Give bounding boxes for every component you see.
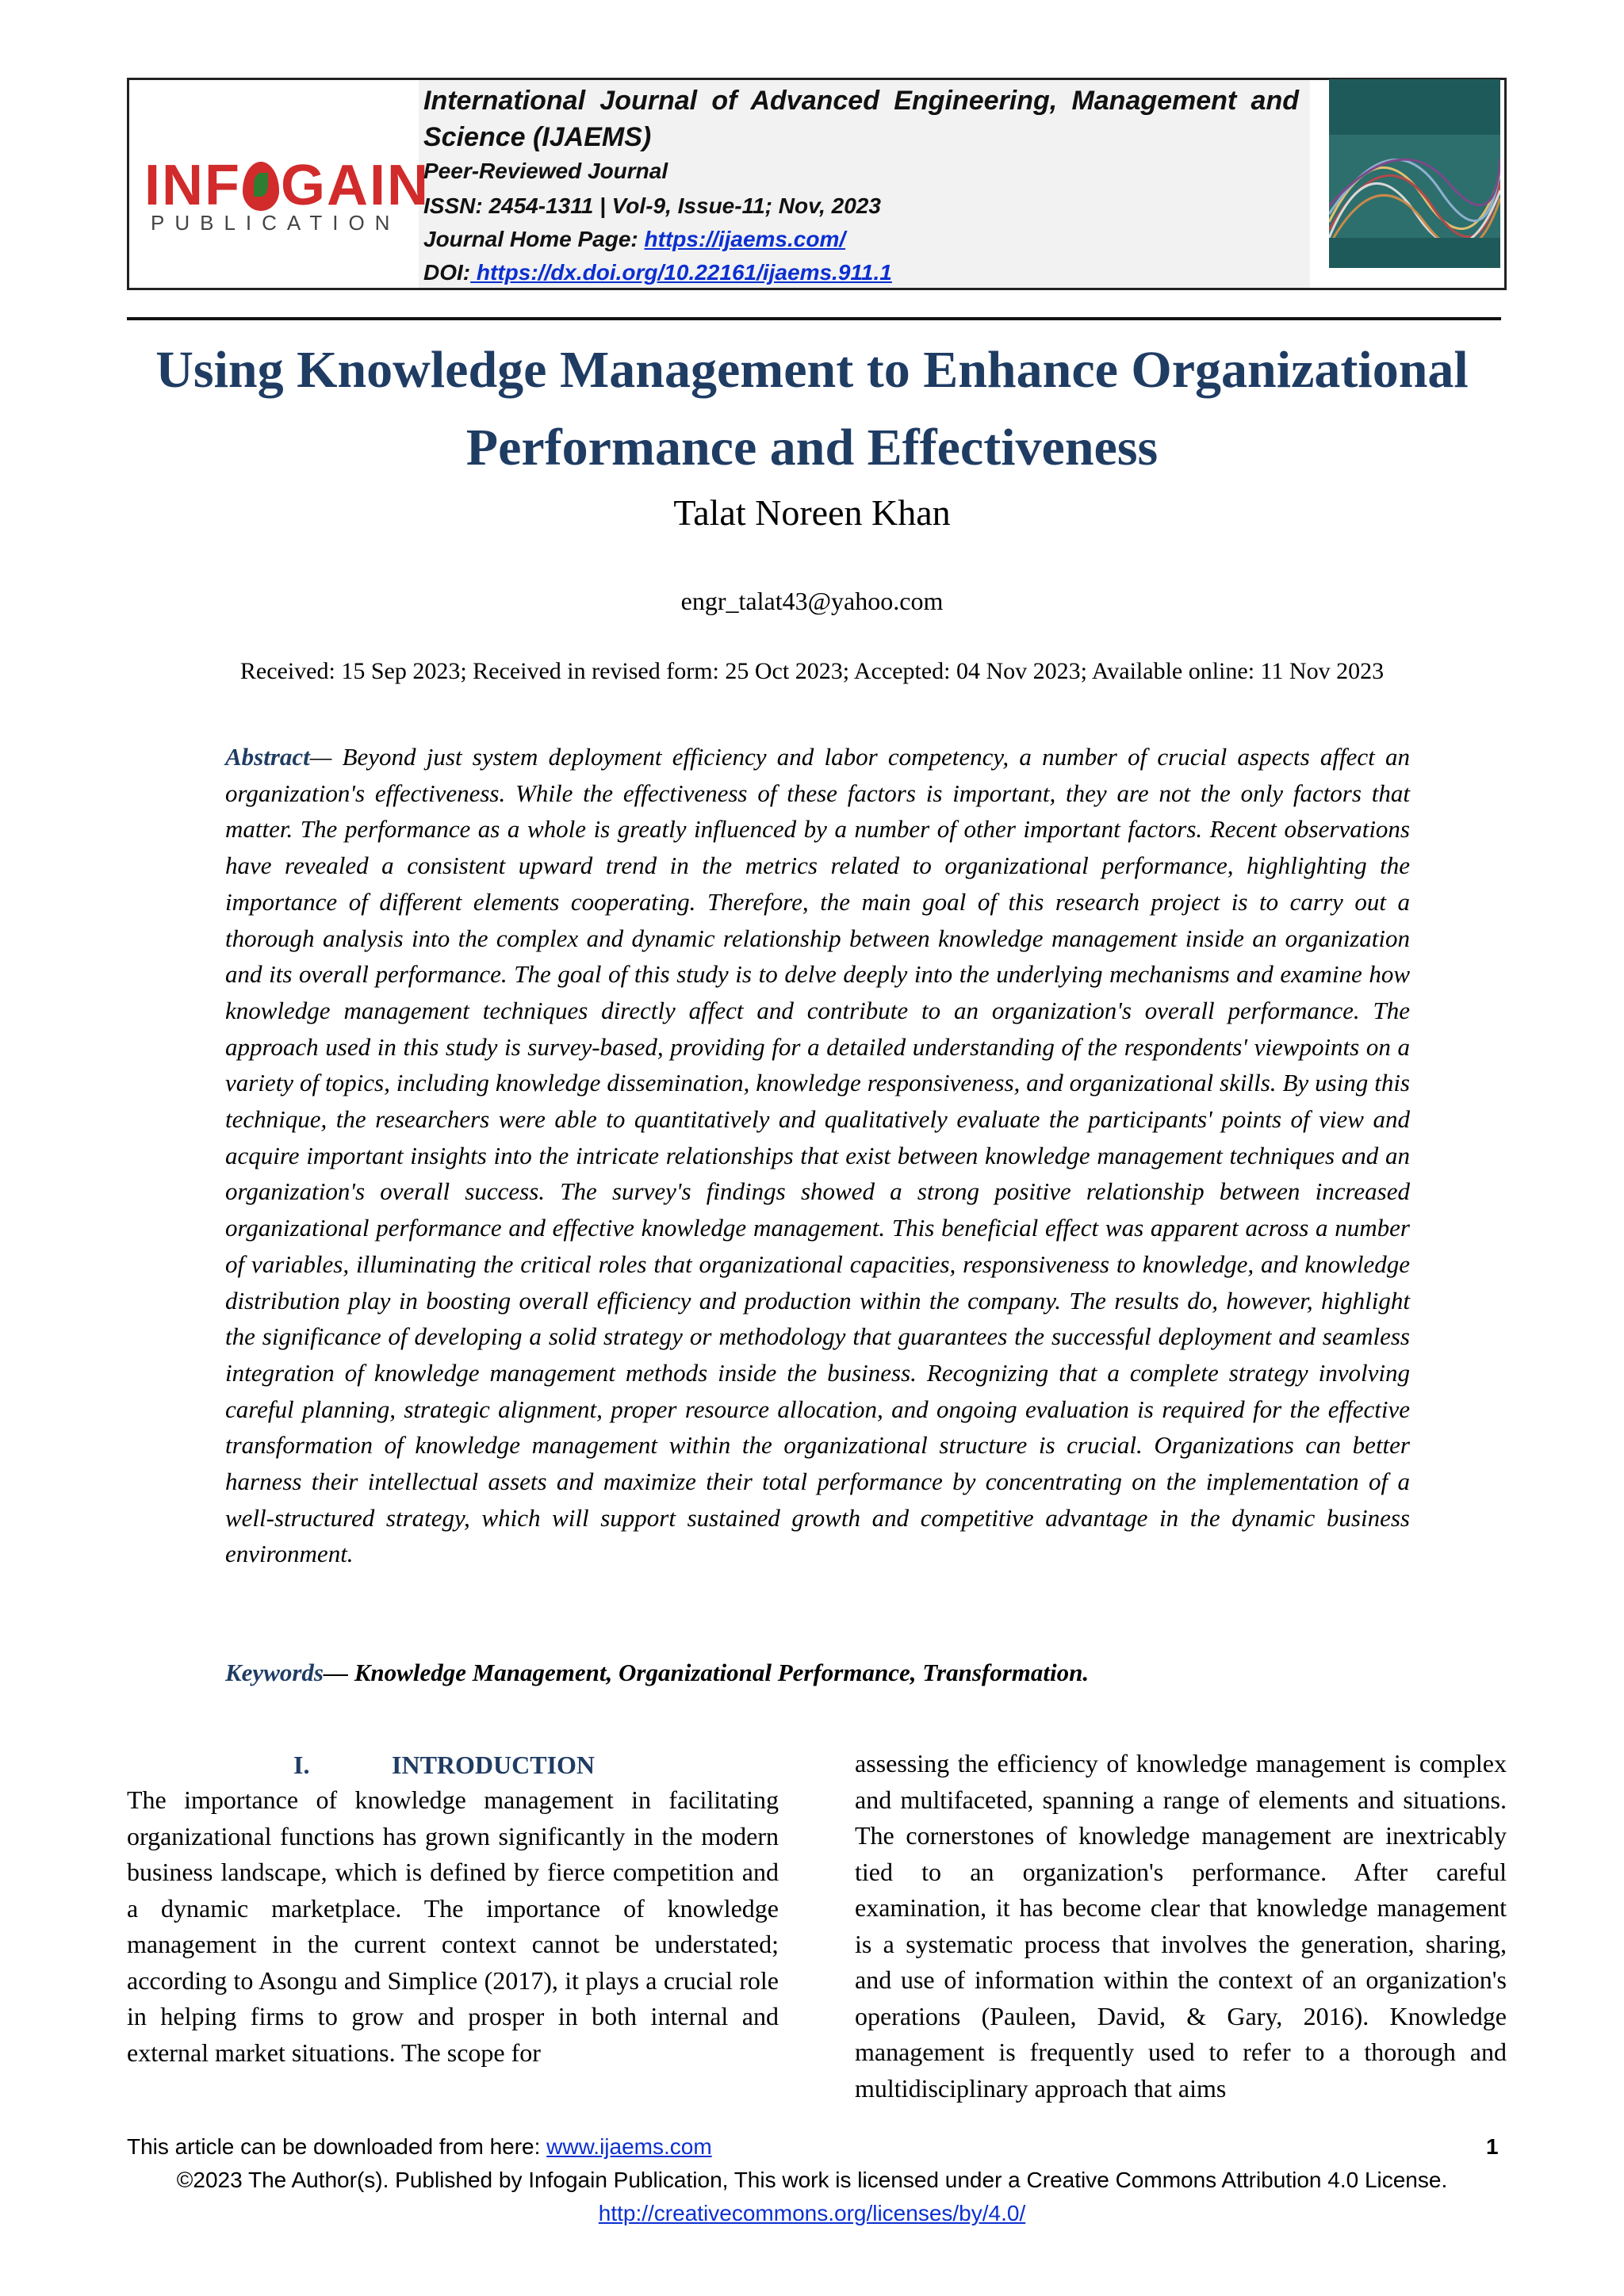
keywords-label: Keywords bbox=[225, 1659, 324, 1686]
intro-left-column: The importance of knowledge management in facilitating organizational functions has grown significantly in the modern business landscape, which is defined by fierce competition and a dynamic marketplace. The importance of knowledge management in the current context cannot be understated; according to Asongu and Simplice (2017), it plays a crucial role in helping firms to grow and prosper in both internal and external market situations. The scope for bbox=[127, 1785, 779, 2067]
abstract bbox=[225, 739, 1410, 1572]
journal-home-link[interactable]: https://ijaems.com/ bbox=[644, 227, 846, 251]
doi-line: DOI: https://dx.doi.org/10.22161/ijaems.911.1 bbox=[423, 260, 892, 285]
article-dates: Received: 15 Sep 2023; Received in revised form: 25 Oct 2023; Accepted: 04 Nov 2023; Available online: 11 Nov 2023 bbox=[239, 658, 1385, 684]
license-link[interactable]: http://creativecommons.org/licenses/by/4.0/ bbox=[598, 2201, 1026, 2225]
logo-drop-icon bbox=[243, 162, 279, 211]
license-line bbox=[0, 2201, 1624, 2226]
author-name: Talat Noreen Khan bbox=[673, 492, 951, 533]
section-heading: I. INTRODUCTION bbox=[293, 1751, 596, 1779]
license-text: ©2023 The Author(s). Published by Infogain Publication, This work is licensed under a Creative Commons Attribution 4.0 License. bbox=[176, 2168, 1448, 2192]
publisher-logo: INF GAIN bbox=[144, 154, 430, 217]
peer-reviewed-label: Peer-Reviewed Journal bbox=[423, 159, 668, 183]
issn-info: ISSN: 2454-1311 | Vol-9, Issue-11; Nov, 2023 bbox=[423, 193, 881, 218]
journal-cover-image bbox=[1329, 79, 1500, 268]
article-title: Using Knowledge Management to Enhance Organizational Performance and Effectiveness bbox=[155, 341, 1469, 476]
journal-title-line1: International Journal of Advanced Engineering, Management and bbox=[423, 86, 1299, 116]
page-number: 1 bbox=[1486, 2134, 1499, 2159]
abstract-label: Abstract bbox=[225, 743, 310, 771]
journal-home-line: Journal Home Page: https://ijaems.com/ bbox=[423, 227, 846, 251]
abstract-text: — Beyond just system deployment efficiency and labor competency, a number of crucial aspects affect an organization's effectiveness. While the effectiveness of these factors is important, they are not the only factors that matter. The performance as a whole is greatly influenced by a number of other important factors. Recent observations have revealed a consistent upward trend in the metrics related to organizational performance, highlighting the importance of different elements cooperating. Therefore, the main goal of this research project is to carry out a thorough analysis into the complex and dynamic relationship between knowledge management inside an organization and its overall performance. The goal of this study is to delve deeply into the underlying mechanisms and examine how knowledge management techniques directly affect and contribute to an organization's overall performance. The approach used in this study is survey-based, providing for a detailed understanding of the respondents' viewpoints on a variety of topics, including knowledge dissemination, knowledge responsiveness, and organizational skills. By using this technique, the researchers were able to quantitatively and qualitatively evaluate the participants' points of view and acquire important insights into the intricate relationships that exist between knowledge management techniques and an organization's overall success. The survey's findings showed a strong positive relationship between increased organizational performance and effective knowledge management. This beneficial effect was apparent across a number of variables, illuminating the critical roles that organizational capacities, responsiveness to knowledge, and knowledge distribution play in boosting overall efficiency and production within the company. The results do, however, highlight the significance of developing a solid strategy or methodology that guarantees the successful deployment and seamless integration of knowledge management methods inside the business. Recognizing that a complete strategy involving careful planning, strategic alignment, proper resource allocation, and ongoing evaluation is required for the effective transformation of knowledge management within the organizational structure is crucial. Organizations can better harness their intellectual assets and maximize their total performance by concentrating on the implementation of a well-structured strategy, which will support sustained growth and competitive advantage in the dynamic business environment. bbox=[225, 743, 1410, 1568]
keywords bbox=[225, 1659, 1410, 1687]
download-link[interactable]: www.ijaems.com bbox=[546, 2134, 712, 2159]
doi-link[interactable]: https://dx.doi.org/10.22161/ijaems.911.1 bbox=[470, 260, 892, 285]
header-divider bbox=[127, 317, 1501, 320]
download-line: This article can be downloaded from here: www.ijaems.com bbox=[127, 2134, 712, 2159]
keywords-text: — Knowledge Management, Organizational Performance, Transformation. bbox=[324, 1659, 1090, 1686]
publisher-logo-subtitle: PUBLICATION bbox=[151, 211, 400, 235]
journal-title-line2: Science (IJAEMS) bbox=[423, 122, 652, 152]
intro-right-column: assessing the efficiency of knowledge management is complex and multifaceted, spanning a range of elements and situations. The cornerstones of knowledge management are inextricably tied to an organization's performance. After careful examination, it has become clear that knowledge management is a systematic process that involves the generation, sharing, and use of information within the context of an organization's operations (Pauleen, David, & Gary, 2016). Knowledge management is frequently used to refer to a thorough and multidisciplinary approach that aims bbox=[855, 1749, 1507, 2103]
author-email: engr_talat43@yahoo.com bbox=[680, 587, 944, 615]
